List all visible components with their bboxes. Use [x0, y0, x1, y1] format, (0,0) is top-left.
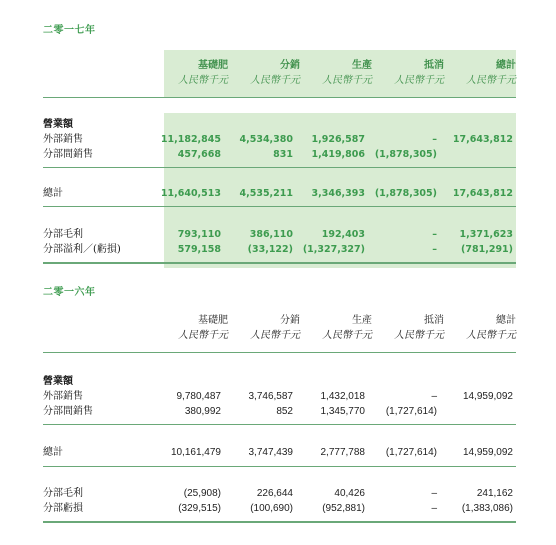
row-label: 總計 — [43, 447, 63, 458]
column-header: 抵消 人民幣千元 — [394, 60, 444, 86]
table-cell: (33,122) — [247, 244, 293, 255]
table-cell: (1,383,086) — [461, 503, 513, 514]
table-cell: 14,959,092 — [462, 391, 513, 402]
table-cell: 10,161,479 — [170, 447, 221, 458]
table-cell: 40,426 — [334, 488, 365, 499]
column-header: 分銷 人民幣千元 — [250, 315, 300, 341]
table-cell: – — [432, 229, 437, 240]
table-cell: 579,158 — [177, 244, 221, 255]
table-cell: (1,727,614) — [385, 447, 437, 458]
divider — [43, 424, 516, 425]
row-label: 分部間銷售 — [43, 406, 93, 417]
divider — [43, 97, 516, 98]
table-cell: (329,515) — [178, 503, 221, 514]
table-cell: 793,110 — [177, 229, 221, 240]
table-cell: 9,780,487 — [176, 391, 221, 402]
table-cell: 192,403 — [321, 229, 365, 240]
table-cell: 3,746,587 — [248, 391, 293, 402]
row-label: 分部毛利 — [43, 488, 83, 499]
table-cell: – — [431, 391, 437, 402]
table-cell: – — [432, 134, 437, 145]
divider — [43, 466, 516, 467]
divider — [43, 352, 516, 353]
table-cell: (1,878,305) — [374, 149, 437, 160]
column-header: 總計 人民幣千元 — [466, 315, 516, 341]
table-cell: 3,747,439 — [248, 447, 293, 458]
row-label: 外部銷售 — [43, 391, 83, 402]
section-label: 營業額 — [43, 119, 73, 130]
table-cell: 241,162 — [476, 488, 513, 499]
row-label: 分部溢利／(虧損) — [43, 244, 121, 255]
column-header: 分銷 人民幣千元 — [250, 60, 300, 86]
row-label: 分部毛利 — [43, 229, 83, 240]
table-cell: 1,419,806 — [311, 149, 365, 160]
table-cell: (1,878,305) — [374, 188, 437, 199]
table-cell: 4,535,211 — [239, 188, 293, 199]
table-cell: 14,959,092 — [462, 447, 513, 458]
table-title-2017: 二零一七年 — [43, 25, 96, 36]
column-header: 抵消 人民幣千元 — [394, 315, 444, 341]
section-label: 營業額 — [43, 376, 73, 387]
divider — [43, 206, 516, 207]
column-header: 生產 人民幣千元 — [322, 315, 372, 341]
table-cell: (1,727,614) — [385, 406, 437, 417]
table-cell: 852 — [276, 406, 293, 417]
column-header: 生產 人民幣千元 — [322, 60, 372, 86]
table-cell: 457,668 — [177, 149, 221, 160]
table-cell: 226,644 — [256, 488, 293, 499]
table-title-2016: 二零一六年 — [43, 287, 96, 298]
table-cell: (1,327,327) — [302, 244, 365, 255]
table-cell: – — [431, 488, 437, 499]
table-cell: 1,926,587 — [311, 134, 365, 145]
table-cell: (952,881) — [322, 503, 365, 514]
column-header: 基礎肥 人民幣千元 — [178, 60, 228, 86]
table-cell: 380,992 — [184, 406, 221, 417]
table-cell: 1,345,770 — [320, 406, 365, 417]
table-cell: 1,371,623 — [459, 229, 513, 240]
row-label: 總計 — [43, 188, 63, 199]
divider — [43, 521, 516, 523]
table-cell: 3,346,393 — [311, 188, 365, 199]
table-cell: 11,182,845 — [160, 134, 221, 145]
column-header: 總計 人民幣千元 — [466, 60, 516, 86]
table-cell: (25,908) — [183, 488, 221, 499]
table-cell: 2,777,788 — [320, 447, 365, 458]
table-cell: 17,643,812 — [452, 134, 513, 145]
table-cell: – — [432, 244, 437, 255]
table-cell: (781,291) — [461, 244, 513, 255]
table-cell: 386,110 — [249, 229, 293, 240]
divider — [43, 262, 516, 264]
table-cell: 831 — [273, 149, 293, 160]
divider — [43, 167, 516, 168]
table-cell: 17,643,812 — [452, 188, 513, 199]
table-cell: 4,534,380 — [239, 134, 293, 145]
column-header: 基礎肥 人民幣千元 — [178, 315, 228, 341]
table-cell: – — [431, 503, 437, 514]
table-cell: (100,690) — [250, 503, 293, 514]
row-label: 外部銷售 — [43, 134, 83, 145]
table-cell: 11,640,513 — [160, 188, 221, 199]
table-cell: 1,432,018 — [320, 391, 365, 402]
row-label: 分部虧損 — [43, 503, 83, 514]
row-label: 分部間銷售 — [43, 149, 93, 160]
